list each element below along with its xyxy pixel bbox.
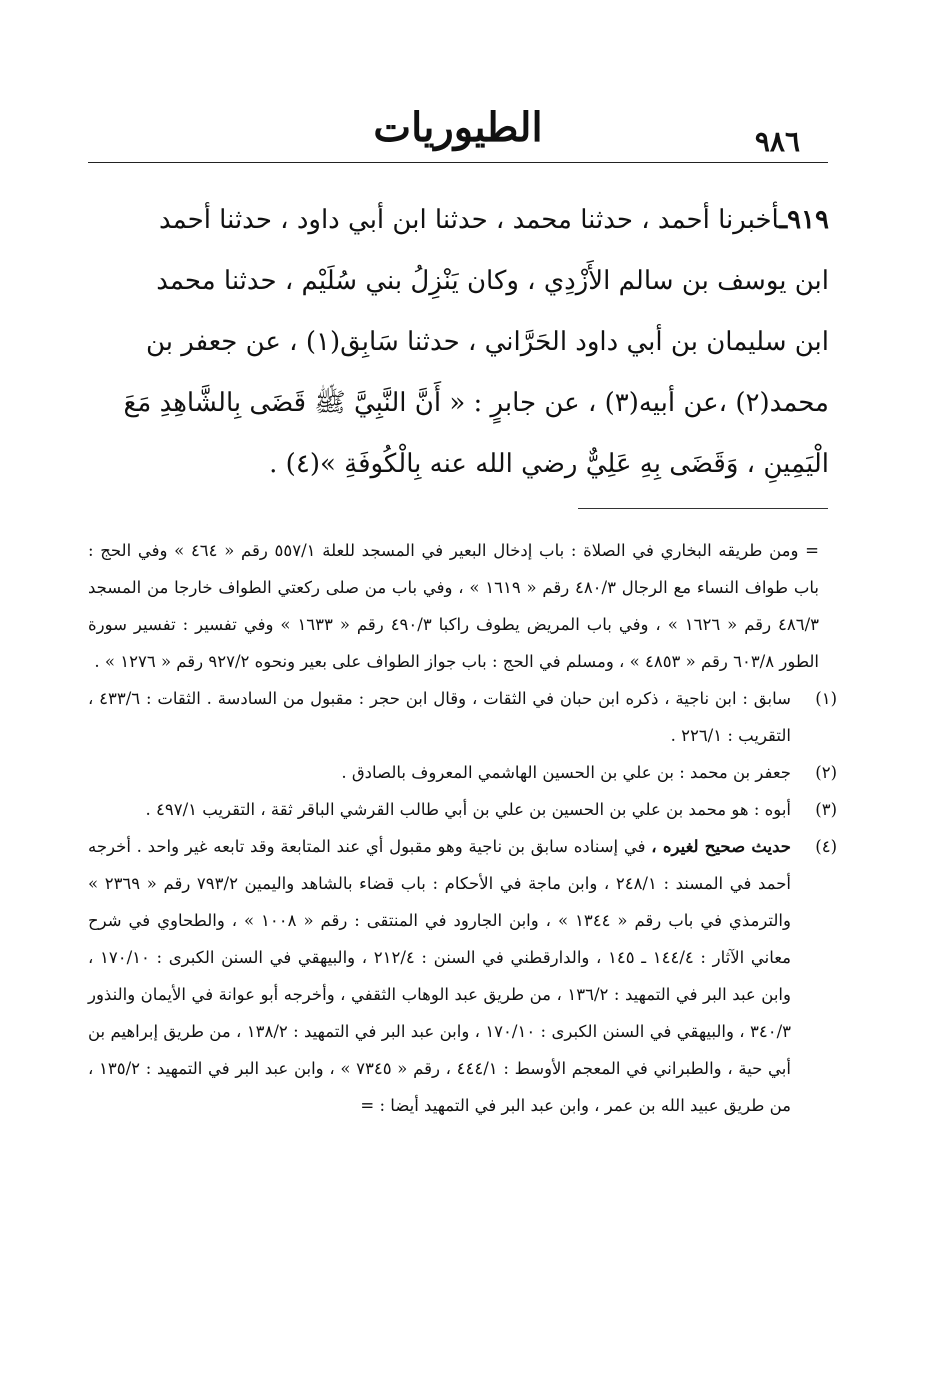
running-title: الطيوريات: [373, 104, 543, 151]
hadith-line: محمد(٢) ،عن أبيه(٣) ، عن جابرٍ : « أَنَّ النَّبِيَّ ﷺ قَضَى بِالشَّاهِدِ مَعَ: [123, 388, 829, 418]
footnotes: [88, 532, 837, 1124]
footnote-text: جعفر بن محمد : بن علي بن الحسين الهاشمي المعروف بالصادق .: [341, 763, 791, 782]
footnote-continuation: = ومن طريقه البخاري في الصلاة : باب إدخال البعير في المسجد للعلة ٥٥٧/١ رقم « ٤٦٤ » وفي الحج : باب طواف النساء مع الرجال ٤٨٠/٣ رقم « ١٦١٩ » ، وفي باب من صلى ركعتي الطواف خارجا من المسجد ٤٨٦/٣ رقم « ١٦٢٦ » ، وفي باب المريض يطوف راكبا ٤٩٠/٣ رقم « ١٦٣٣ » وفي تفسير : تفسير سورة الطور ٦٠٣/٨ رقم « ٤٨٥٣ » ، ومسلم في الحج : باب جواز الطواف على بعير ونحوه ٩٢٧/٢ رقم « ١٢٧٦ » .: [88, 541, 820, 671]
hadith-line-text: أخبرنا أحمد ، حدثنا محمد ، حدثنا ابن أبي داود ، حدثنا أحمد: [158, 205, 780, 235]
hadith-line: ابن يوسف بن سالم الأَزْدِي ، وكان يَنْزِلُ بني سُلَيْم ، حدثنا محمد: [156, 266, 829, 296]
footnote-number: (٢): [815, 763, 837, 782]
hadith-text: [88, 190, 829, 495]
footnote-divider: [578, 508, 828, 509]
page-number: ٩٨٦: [754, 125, 800, 158]
footnote-1: [88, 680, 837, 754]
header-rule: [88, 162, 828, 163]
footnote-number: (٣): [815, 800, 837, 819]
footnote-text: في إسناده سابق بن ناجية وهو مقبول أي عند المتابعة وقد تابعه غير واحد . أخرجه أحمد في المسند : ٢٤٨/١ ، وابن ماجة في الأحكام : باب قضاء بالشاهد واليمين ٧٩٣/٢ رقم « ٢٣٦٩ » والترمذي في باب رقم « ١٣٤٤ » ، وابن الجارود في المنتقى : رقم « ١٠٠٨ » ، والطحاوي في شرح معاني الآثار : ١٤٤/٤ ـ ١٤٥ ، والدارقطني في السنن : ٢١٢/٤ ، والبيهقي في السنن الكبرى : ١٧٠/١٠ ، وابن عبد البر في التمهيد : ١٣٦/٢ ، من طريق عبد الوهاب الثقفي ، وأخرجه أبو عوانة في الأيمان والنذور ٣٤٠/٣ ، والبيهقي في السنن الكبرى : ١٧٠/١٠ ، وابن عبد البر في التمهيد : ١٣٨/٢ ، من طريق إبراهيم بن أبي حية ، والطبراني في المعجم الأوسط : ٤٤٤/١ ، رقم « ٧٣٤٥ » ، وابن عبد البر في التمهيد : ١٣٥/٢ ، من طريق عبيد الله بن عمر ، وابن عبد البر في التمهيد أيضا : =: [88, 837, 792, 1115]
footnote-number: (٤): [815, 837, 837, 856]
footnote-4: [88, 828, 837, 1124]
hadith-line: ابن سليمان بن أبي داود الحَرَّاني ، حدثنا سَابِق(١) ، عن جعفر بن: [145, 327, 829, 357]
hadith-line: [88, 190, 829, 251]
footnote-grade: حديث صحيح لغيره ،: [651, 837, 791, 856]
hadith-number: ٩١٩ـ: [779, 205, 829, 235]
page-header: [88, 100, 828, 164]
hadith-line: الْيَمِينِ ، وَقَضَى بِهِ عَلِيٌّ رضي الله عنه بِالْكُوفَةِ »(٤) .: [269, 449, 829, 479]
footnote-text: أبوه : هو محمد بن علي بن الحسين بن علي بن أبي طالب القرشي الباقر ثقة ، التقريب ٤٩٧/١ .: [145, 800, 791, 819]
footnote-2: [88, 754, 837, 791]
footnote-text: سابق : ابن ناجية ، ذكره ابن حبان في الثقات ، وقال ابن حجر : مقبول من السادسة . الثقات : ٤٣٣/٦ ، التقريب : ٢٢٦/١ .: [88, 689, 791, 745]
footnote-3: [88, 791, 837, 828]
footnote-number: (١): [815, 689, 837, 708]
